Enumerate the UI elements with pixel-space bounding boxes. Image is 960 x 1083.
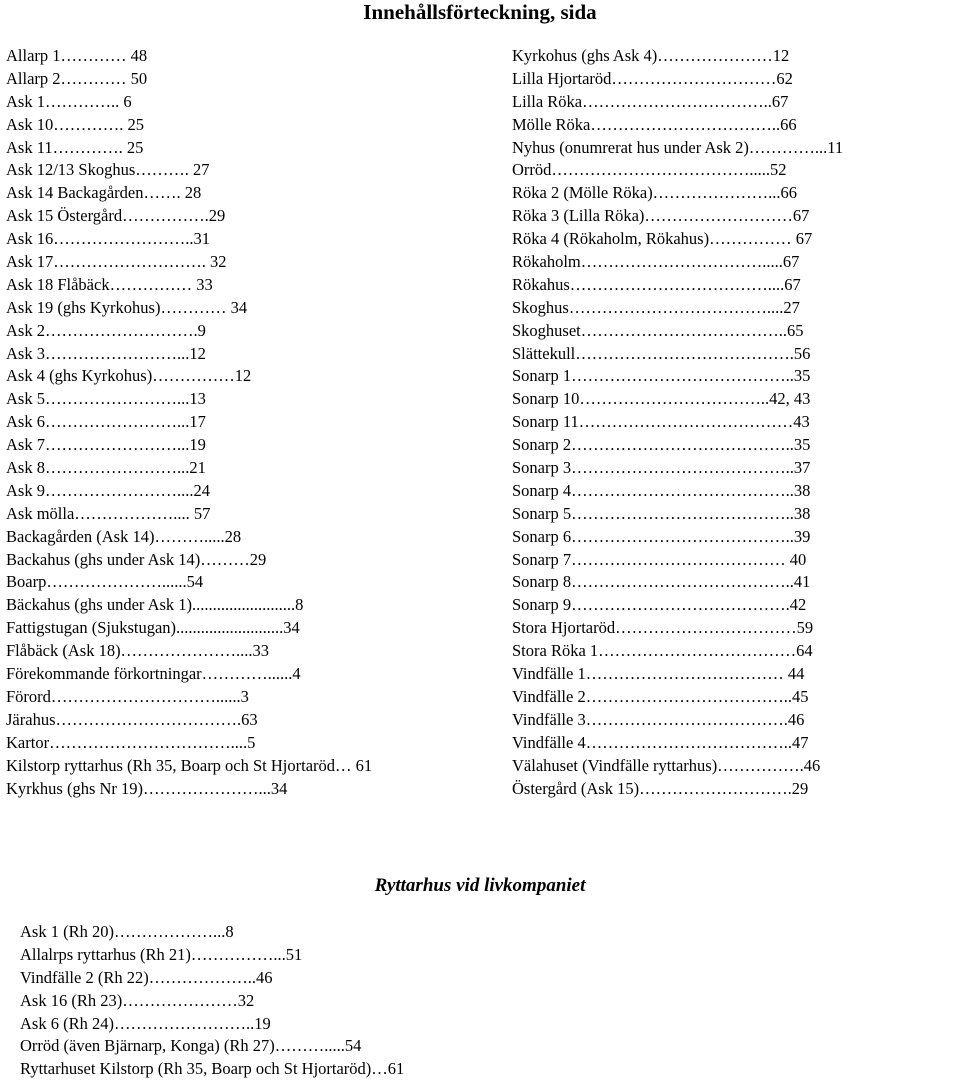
ryttarhus-entry: Vindfälle 2 (Rh 22)………………..46 bbox=[20, 967, 273, 987]
page-title: Innehållsförteckning, sida bbox=[363, 0, 597, 24]
ryttarhus-entry: Ask 6 (Rh 24)……………………..19 bbox=[20, 1013, 271, 1033]
toc-entry: Skoghus………………………………....27 bbox=[512, 297, 800, 317]
toc-entry: Ask 11…………. 25 bbox=[6, 137, 144, 157]
toc-entry: Ask 6……………………...17 bbox=[6, 412, 206, 432]
toc-entry: Ask 5……………………...13 bbox=[6, 389, 206, 409]
toc-entry: Röka 3 (Lilla Röka)………………………67 bbox=[512, 206, 810, 226]
toc-entry: Sonarp 4…………………………………..38 bbox=[512, 480, 811, 500]
toc-entry: Stora Hjortaröd……………………………59 bbox=[512, 618, 814, 638]
toc-entry: Sonarp 8…………………………………..41 bbox=[512, 572, 811, 592]
toc-entry: Bäckahus (ghs under Ask 1).........................8 bbox=[6, 595, 304, 615]
toc-entry: Ask 12/13 Skoghus………. 27 bbox=[6, 160, 210, 180]
toc-entry: Fattigstugan (Sjukstugan)..........................34 bbox=[6, 618, 300, 638]
ryttarhus-entry: Ryttarhuset Kilstorp (Rh 35, Boarp och St Hjortaröd)…61 bbox=[20, 1059, 405, 1079]
toc-entry: Röka 2 (Mölle Röka)…………………...66 bbox=[512, 183, 798, 203]
toc-entry: Sonarp 6…………………………………..39 bbox=[512, 526, 811, 546]
toc-entry: Kyrkohus (ghs Ask 4)…………………12 bbox=[512, 46, 790, 65]
ryttarhus-entry: Ask 16 (Rh 23)…………………32 bbox=[20, 990, 255, 1010]
toc-entry: Boarp…………………......54 bbox=[6, 572, 204, 592]
toc-entry: Allarp 2………… 50 bbox=[6, 68, 148, 88]
toc-entry: Förord…………………………......3 bbox=[6, 686, 249, 706]
toc-entry: Sonarp 9………………………………….42 bbox=[512, 595, 807, 615]
toc-entry: Rökaholm…………………………….....67 bbox=[512, 252, 800, 272]
toc-entry: Välahuset (Vindfälle ryttarhus)…………….46 bbox=[512, 755, 821, 775]
toc-entry: Ask 8……………………...21 bbox=[6, 458, 206, 478]
toc-entry: Förekommande förkortningar…………......4 bbox=[6, 664, 301, 684]
toc-entry: Ask 4 (ghs Kyrkohus)……………12 bbox=[6, 366, 252, 386]
toc-entry: Lilla Hjortaröd…………………………62 bbox=[512, 68, 793, 88]
toc-entry: Skoghuset………………………………..65 bbox=[512, 320, 804, 340]
toc-entry: Sonarp 10……………………………..42, 43 bbox=[512, 389, 811, 409]
toc-entry: Ask 1………….. 6 bbox=[6, 91, 132, 111]
toc-entry: Ask 19 (ghs Kyrkohus)………… 34 bbox=[6, 297, 248, 317]
toc-entry: Flåbäck (Ask 18)…………………....33 bbox=[6, 641, 270, 661]
toc-entry: Sonarp 7………………………………… 40 bbox=[512, 549, 807, 569]
toc-entry: Sonarp 1…………………………………..35 bbox=[512, 366, 811, 386]
toc-entry: Rökahus………………………………....67 bbox=[512, 274, 801, 294]
toc-right-column bbox=[512, 45, 957, 800]
toc-entry: Sonarp 5…………………………………..38 bbox=[512, 503, 811, 523]
toc-entry: Nyhus (onumrerat hus under Ask 2)…………...11 bbox=[512, 137, 844, 157]
toc-entry: Mölle Röka……………………………..66 bbox=[512, 114, 797, 134]
toc-entry: Ask 14 Backagården……. 28 bbox=[6, 183, 202, 203]
toc-entry: Vindfälle 3……………………………….46 bbox=[512, 709, 805, 729]
toc-entry: Vindfälle 1……………………………… 44 bbox=[512, 664, 805, 684]
toc-entry: Orröd……………………………….....52 bbox=[512, 160, 787, 180]
toc-entry: Lilla Röka……………………………..67 bbox=[512, 91, 789, 111]
toc-entry: Ask mölla……………….... 57 bbox=[6, 503, 211, 523]
ryttarhus-list bbox=[20, 921, 490, 1081]
toc-entry: Ask 16……………………..31 bbox=[6, 229, 210, 249]
toc-entry: Vindfälle 4………………………………..47 bbox=[512, 732, 809, 752]
toc-entry: Allarp 1………… 48 bbox=[6, 46, 148, 65]
section-title-ryttarhus: Ryttarhus vid livkompaniet bbox=[374, 875, 586, 896]
toc-entry: Sonarp 2…………………………………..35 bbox=[512, 435, 811, 455]
toc-entry: Ask 15 Östergård…………….29 bbox=[6, 206, 226, 226]
toc-entry: Stora Röka 1………………………………64 bbox=[512, 641, 813, 661]
toc-entry: Ask 3……………………...12 bbox=[6, 343, 206, 363]
toc-entry: Backahus (ghs under Ask 14)………29 bbox=[6, 549, 267, 569]
toc-entry: Ask 18 Flåbäck…………… 33 bbox=[6, 274, 213, 294]
toc-entry: Kilstorp ryttarhus (Rh 35, Boarp och St Hjortaröd… 61 bbox=[6, 755, 373, 775]
toc-entry: Ask 17………………………. 32 bbox=[6, 252, 227, 272]
toc-entry: Järahus…………………………….63 bbox=[6, 709, 258, 729]
toc-entry: Kyrkhus (ghs Nr 19)…………………...34 bbox=[6, 778, 288, 798]
toc-entry: Backagården (Ask 14)……….....28 bbox=[6, 526, 242, 546]
toc-entry: Sonarp 3…………………………………..37 bbox=[512, 458, 811, 478]
toc-left-column bbox=[6, 45, 448, 800]
toc-entry: Kartor……………………………....5 bbox=[6, 732, 256, 752]
toc-entry: Ask 7……………………...19 bbox=[6, 435, 206, 455]
toc-entry: Ask 2……………………….9 bbox=[6, 320, 206, 340]
ryttarhus-entry: Orröd (även Bjärnarp, Konga) (Rh 27)……….....54 bbox=[20, 1036, 362, 1056]
ryttarhus-entry: Ask 1 (Rh 20)………………...8 bbox=[20, 922, 234, 941]
toc-entry: Sonarp 11…………………………………43 bbox=[512, 412, 810, 432]
toc-entry: Ask 10…………. 25 bbox=[6, 114, 144, 134]
toc-entry: Östergård (Ask 15)……………………….29 bbox=[512, 778, 809, 798]
toc-entry: Slättekull………………………………….56 bbox=[512, 343, 811, 363]
toc-entry: Vindfälle 2………………………………..45 bbox=[512, 686, 809, 706]
toc-entry: Röka 4 (Rökaholm, Rökahus)…………… 67 bbox=[512, 229, 813, 249]
ryttarhus-entry: Allalrps ryttarhus (Rh 21)……………...51 bbox=[20, 944, 303, 964]
toc-entry: Ask 9……………………....24 bbox=[6, 480, 210, 500]
